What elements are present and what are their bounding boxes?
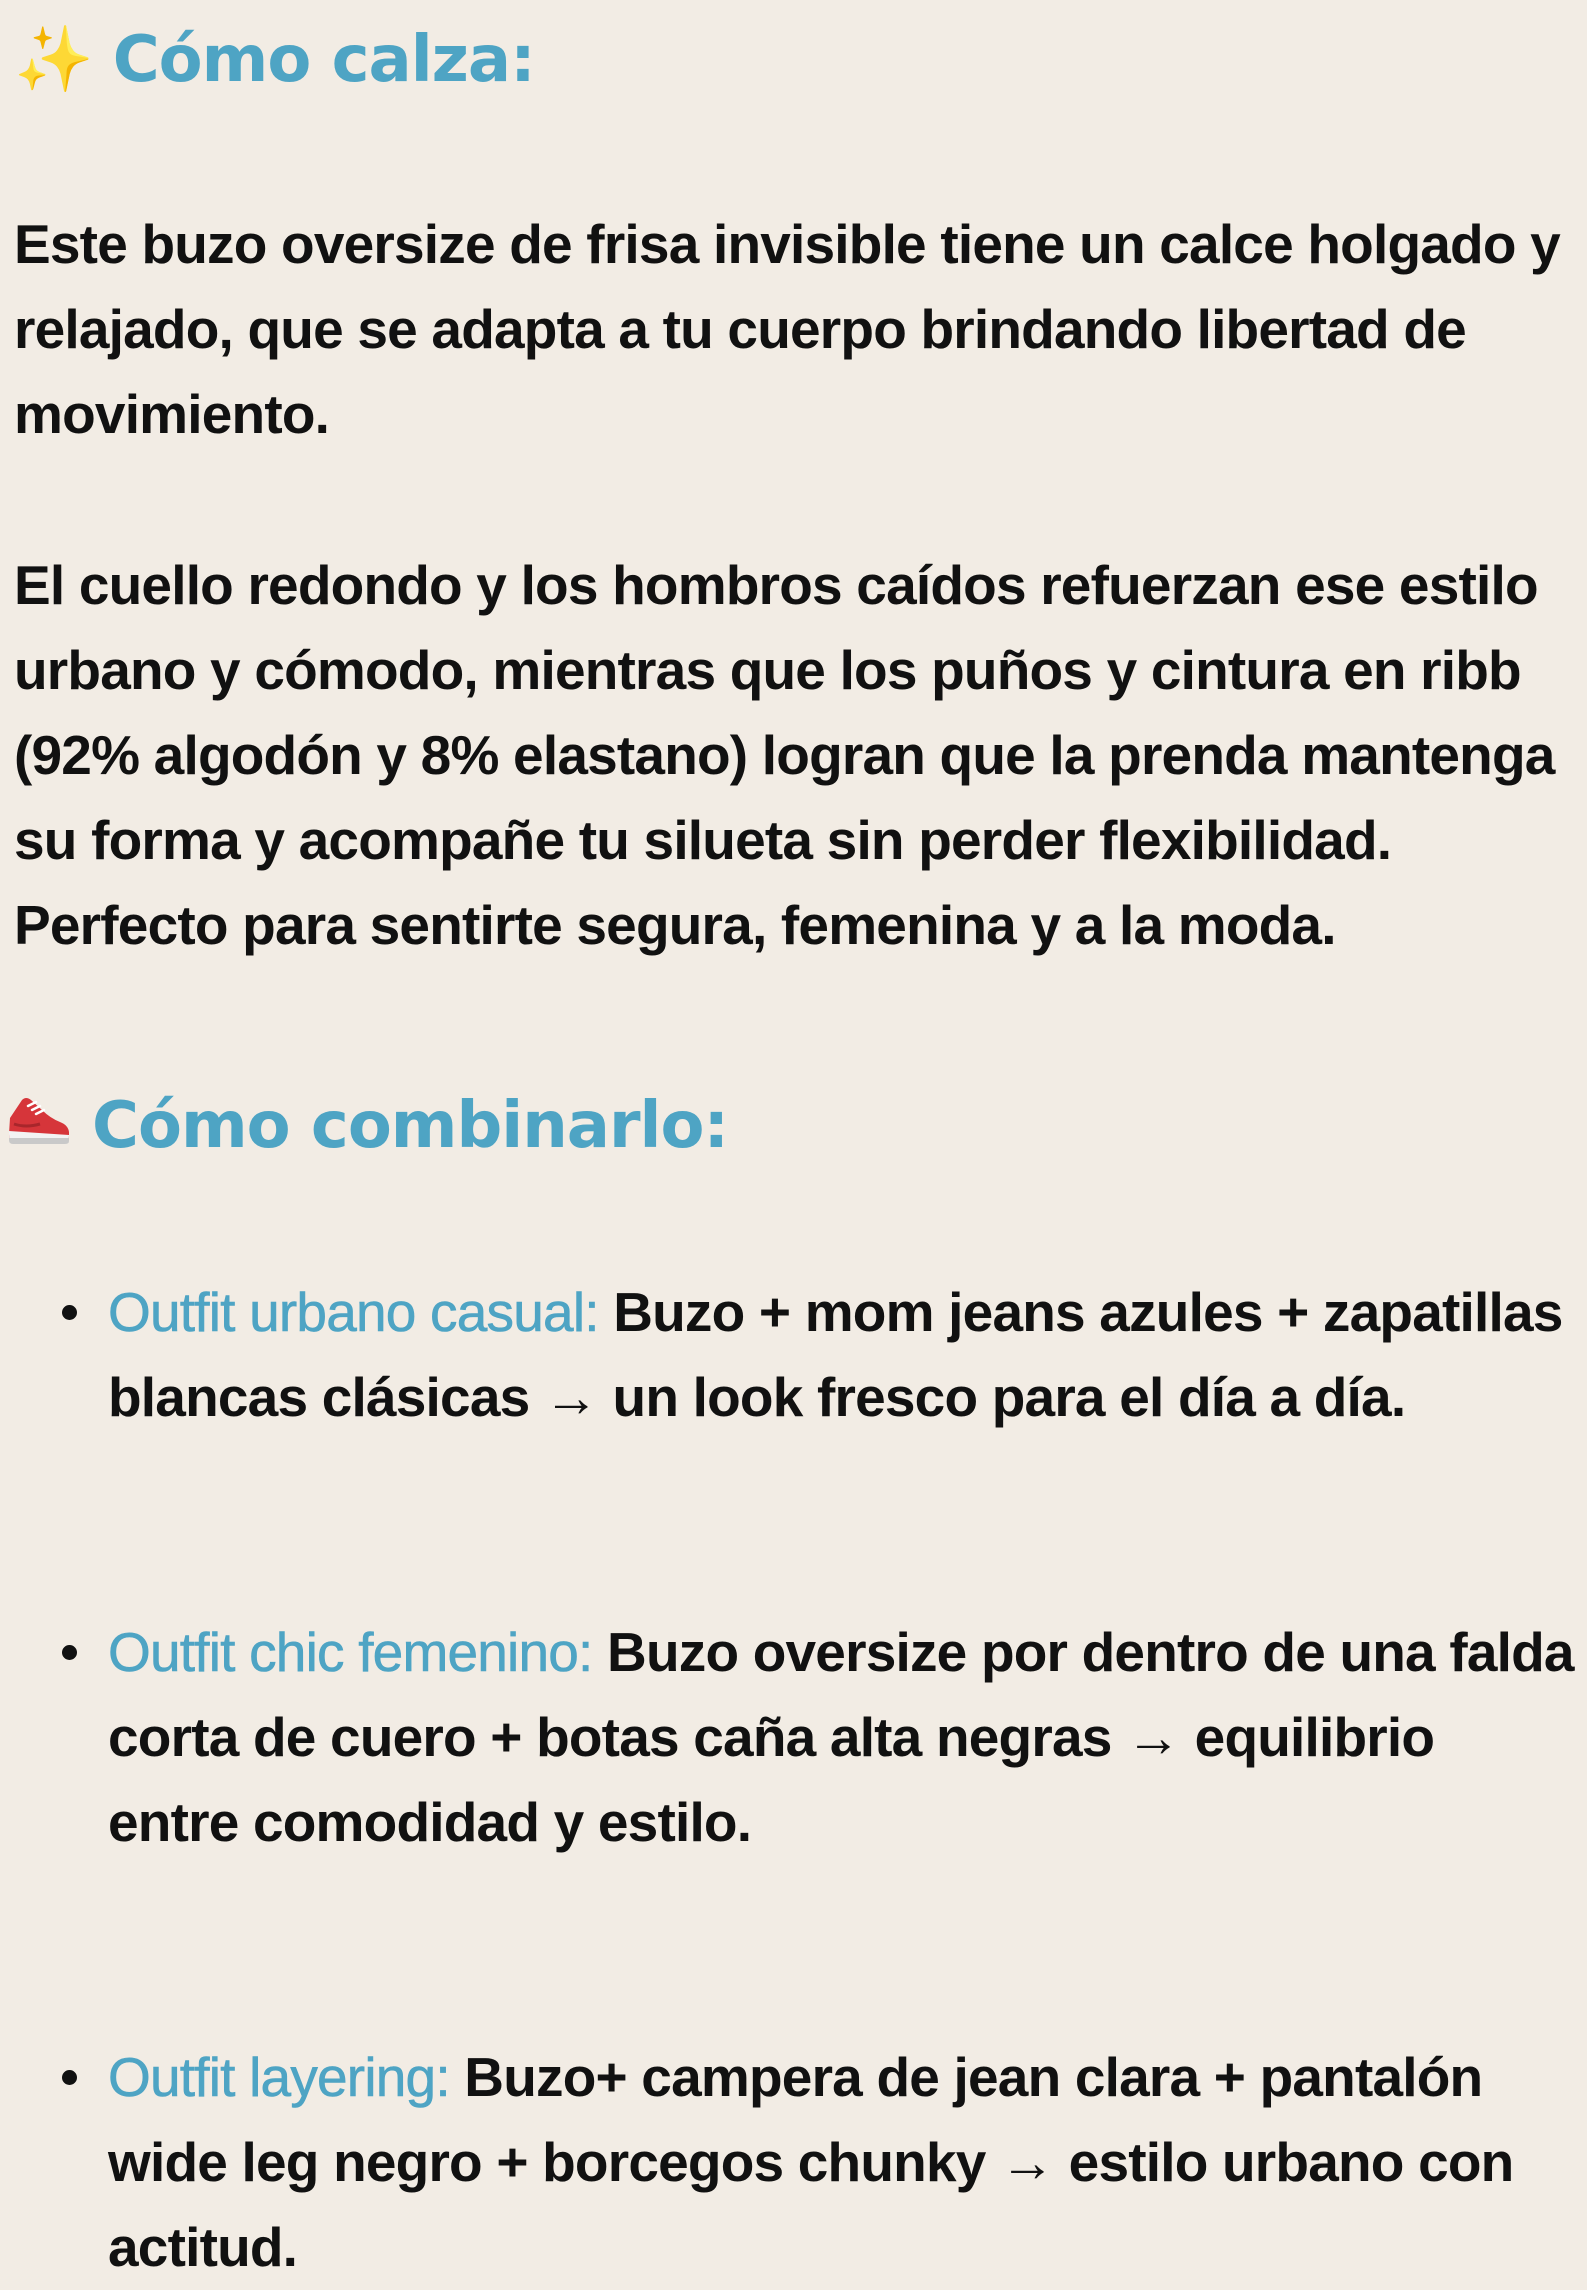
combine-section-heading	[6, 1088, 728, 1164]
outfit-title: Outfit urbano casual:	[108, 1281, 599, 1343]
combine-section-title: Cómo combinarlo:	[92, 1089, 729, 1163]
outfit-title: Outfit layering:	[108, 2046, 450, 2108]
list-item	[0, 2035, 1587, 2290]
fit-section-heading	[14, 22, 535, 97]
outfit-list	[0, 1270, 1587, 2290]
sneaker-icon	[6, 1088, 72, 1164]
bullet-icon	[62, 1645, 77, 1660]
bullet-icon	[62, 1305, 77, 1320]
outfit-text: Buzo+ campera de jean clara + pantalón wide leg negro + borcegos chunky → estilo urbano con actitud.	[108, 2046, 1514, 2278]
list-item	[0, 1610, 1587, 1865]
list-item	[0, 1270, 1587, 1440]
fit-section-title: Cómo calza:	[112, 22, 535, 97]
outfit-text: Buzo + mom jeans azules + zapatillas blancas clásicas → un look fresco para el día a día.	[108, 1281, 1563, 1428]
fit-description-paragraph: Este buzo oversize de frisa invisible tiene un calce holgado y relajado, que se adapta a tu cuerpo brindando libertad de movimiento.	[14, 213, 1560, 445]
outfit-text: Buzo oversize por dentro de una falda corta de cuero + botas caña alta negras → equilibrio entre comodidad y estilo.	[108, 1621, 1574, 1853]
fit-details-paragraph: El cuello redondo y los hombros caídos refuerzan ese estilo urbano y cómodo, mientras que los puños y cintura en ribb (92% algodón y 8% elastano) logran que la prenda mantenga su forma y acompañe tu silueta sin perder flexibilidad. Perfecto para sentirte segura, femenina y a la moda.	[14, 554, 1555, 956]
outfit-title: Outfit chic femenino:	[108, 1621, 593, 1683]
sparkles-icon: ✨	[14, 23, 93, 97]
bullet-icon	[62, 2070, 77, 2085]
